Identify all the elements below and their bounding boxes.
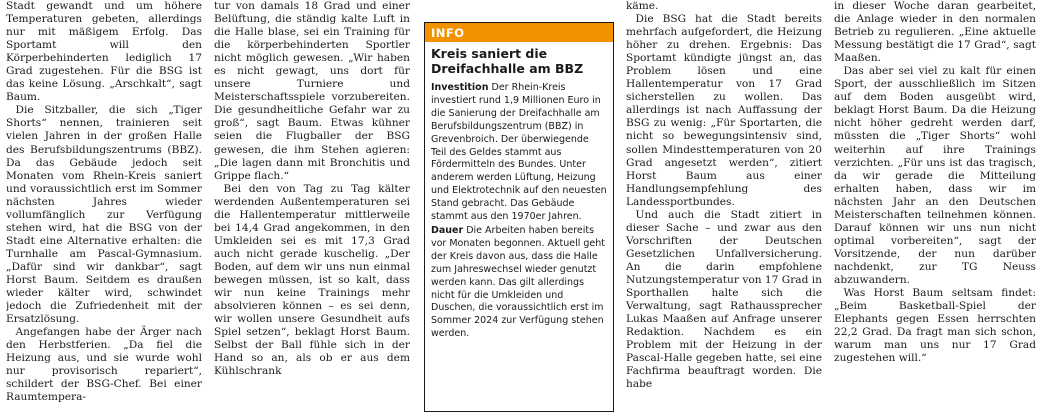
paragraph: Stadt gewandt und um höhere Temperaturen gebeten, allerdings nur mit mäßigem Erfolg. Das Sportamt will den Körperbehinderten lediglich 17 Grad zugestehen. Für die BSG ist das keine Lösung. „Arschkalt“, sagt Baum. [6,0,202,104]
paragraph: in dieser Woche daran gearbeitet, die Anlage wieder in den normalen Betrieb zu regulieren. „Eine aktuelle Messung bestätigt die 17 Grad“, sagt Maaßen. [834,0,1036,65]
article-column-4 [626,0,822,416]
article-column-5 [834,0,1036,416]
info-text: Die Arbeiten haben bereits vor Monaten begonnen. Aktuell geht der Kreis davon aus, dass die Halle zum Jahreswechsel wieder genutzt werden kann. Das gilt allerdings nicht für die Umkleiden und Duschen, die voraussichtlich erst im Sommer 2024 zur Verfügung stehen werden. [431,224,605,340]
paragraph: käme. [626,0,659,12]
info-text: Der Rhein-Kreis investiert rund 1,9 Millionen Euro in die Sanierung der Dreifachhalle am Berufsbildungszentrum (BBZ) in Grevenbroich. Der überwiegende Teil des Geldes stammt aus Fördermitteln des Bundes. Unter anderem werden Lüftung, Heizung und Elektrotechnik auf den neuesten Stand gebracht. Das Gebäude stammt aus den 1970er Jahren. [431,82,607,223]
paragraph: Die BSG hat die Stadt bereits mehrfach aufgefordert, die Heizung höher zu drehen. Ergebnis: Das Sportamt kündigte jüngst an, das Problem lösen und eine Hallentemperatur von 17 Grad sicherstellen zu wollen. Das allerdings ist nach Auffassung der BSG zu wenig: „Für Sportarten, die nicht so bewegungsintensiv sind, sollen Mindesttemperaturen von 20 Grad angesetzt werden“, zitiert Horst Baum aus einer Handlungsempfehlung des Landessportbundes. [626,13,822,208]
info-title: Kreis saniert die Dreifachhalle am BBZ [431,46,584,76]
paragraph: Die Sitzballer, die sich „Tiger Shorts“ nennen, trainieren seit vielen Jahren in der großen Halle des Berufsbildungszentrums (BBZ). Da das Gebäude jedoch seit Monaten vom Rhein-Kreis saniert und voraussichtlich erst im Sommer nächsten Jahres wieder vollumfänglich zur Verfügung stehen wird, hat die BSG von der Stadt eine Alternative erhalten: die Turnhalle am Pascal-Gymnasium. „Dafür sind wir dankbar“, sagt Horst Baum. Seitdem es draußen wieder kälter wird, schwindet jedoch die Zufriedenheit mit der Ersatzlösung. [6,104,202,326]
paragraph: Das aber sei viel zu kalt für einen Sport, der ausschließlich im Sitzen auf dem Boden ausgeübt wird, beklagt Horst Baum. Da die Heizung nicht höher gedreht werden darf, müssten die „Tiger Shorts“ wohl weiterhin auf ihre Trainings verzichten. „Für uns ist das tragisch, da wir gerade die Mitteilung erhalten haben, dass wir im nächsten Jahr an den Deutschen Meisterschaften teilnehmen können. Darauf können wir uns nun nicht optimal vorbereiten“, sagt der Vorsitzende, der nun darüber nachdenkt, zur TG Neuss abzuwandern. [834,65,1036,286]
info-paragraph-dauer [431,225,607,341]
info-paragraph-investition [431,82,607,224]
article-column-2 [214,0,410,416]
info-lead: Dauer [431,224,464,236]
paragraph: tur von damals 18 Grad und einer Belüftung, die ständig kalte Luft in die Halle blase, sei ein Training für die körperbehinderten Sportler nicht möglich gewesen. „Wir haben es nicht gewagt, uns dort für unsere Turniere und Meisterschaftsspiele vorzubereiten. Die gesundheitliche Gefahr war zu groß“, sagt Baum. Etwas kühner seien die Flugballer der BSG gewesen, die ihm Stehen agieren: „Die lagen dann mit Bronchitis und Grippe flach.“ [214,0,410,182]
info-body [425,80,613,341]
paragraph: Was Horst Baum seltsam findet: „Beim Basketball-Spiel der Elephants gegen Essen herrschten 22,2 Grad. Da fragt man sich schon, warum man uns nur 17 Grad zugestehen will.“ [834,287,1036,365]
article-column-1 [6,0,202,416]
info-box [424,22,614,412]
paragraph: Angefangen habe der Ärger nach den Herbstferien. „Da fiel die Heizung aus, und sie wurde wohl nur provisorisch repariert“, schildert der BSG-Chef. Bei einer Raumtempera- [6,326,202,404]
paragraph: Bei den von Tag zu Tag kälter werdenden Außentemperaturen sei die Hallentemperatur mittlerweile bei 14,4 Grad angekommen, in den Umkleiden sei es mit 17,3 Grad auch nicht gerade kuschelig. „Der Boden, auf dem wir uns nun einmal bewegen müssen, ist so kalt, dass wir nun keine Trainings mehr absolvieren können – es sei denn, wir wollen unsere Gesundheit aufs Spiel setzen“, beklagt Horst Baum. Selbst der Ball fühle sich in der Hand so an, als ob er aus dem Kühlschrank [214,182,410,378]
info-lead: Investition [431,82,489,93]
info-tag: INFO [425,23,613,42]
paragraph: Und auch die Stadt zitiert in dieser Sache – und zwar aus den Vorschriften der Deutschen Gesetzlichen Unfallversicherung. An die darin empfohlene Nutzungstemperatur von 17 Grad in Sporthallen halte sich die Verwaltung, sagt Rathaussprecher Lukas Maaßen auf Anfrage unserer Redaktion. Nachdem es ein Problem mit der Heizung in der Pascal-Halle gegeben hatte, sei eine Fachfirma beauftragt worden. Die habe [626,208,822,391]
